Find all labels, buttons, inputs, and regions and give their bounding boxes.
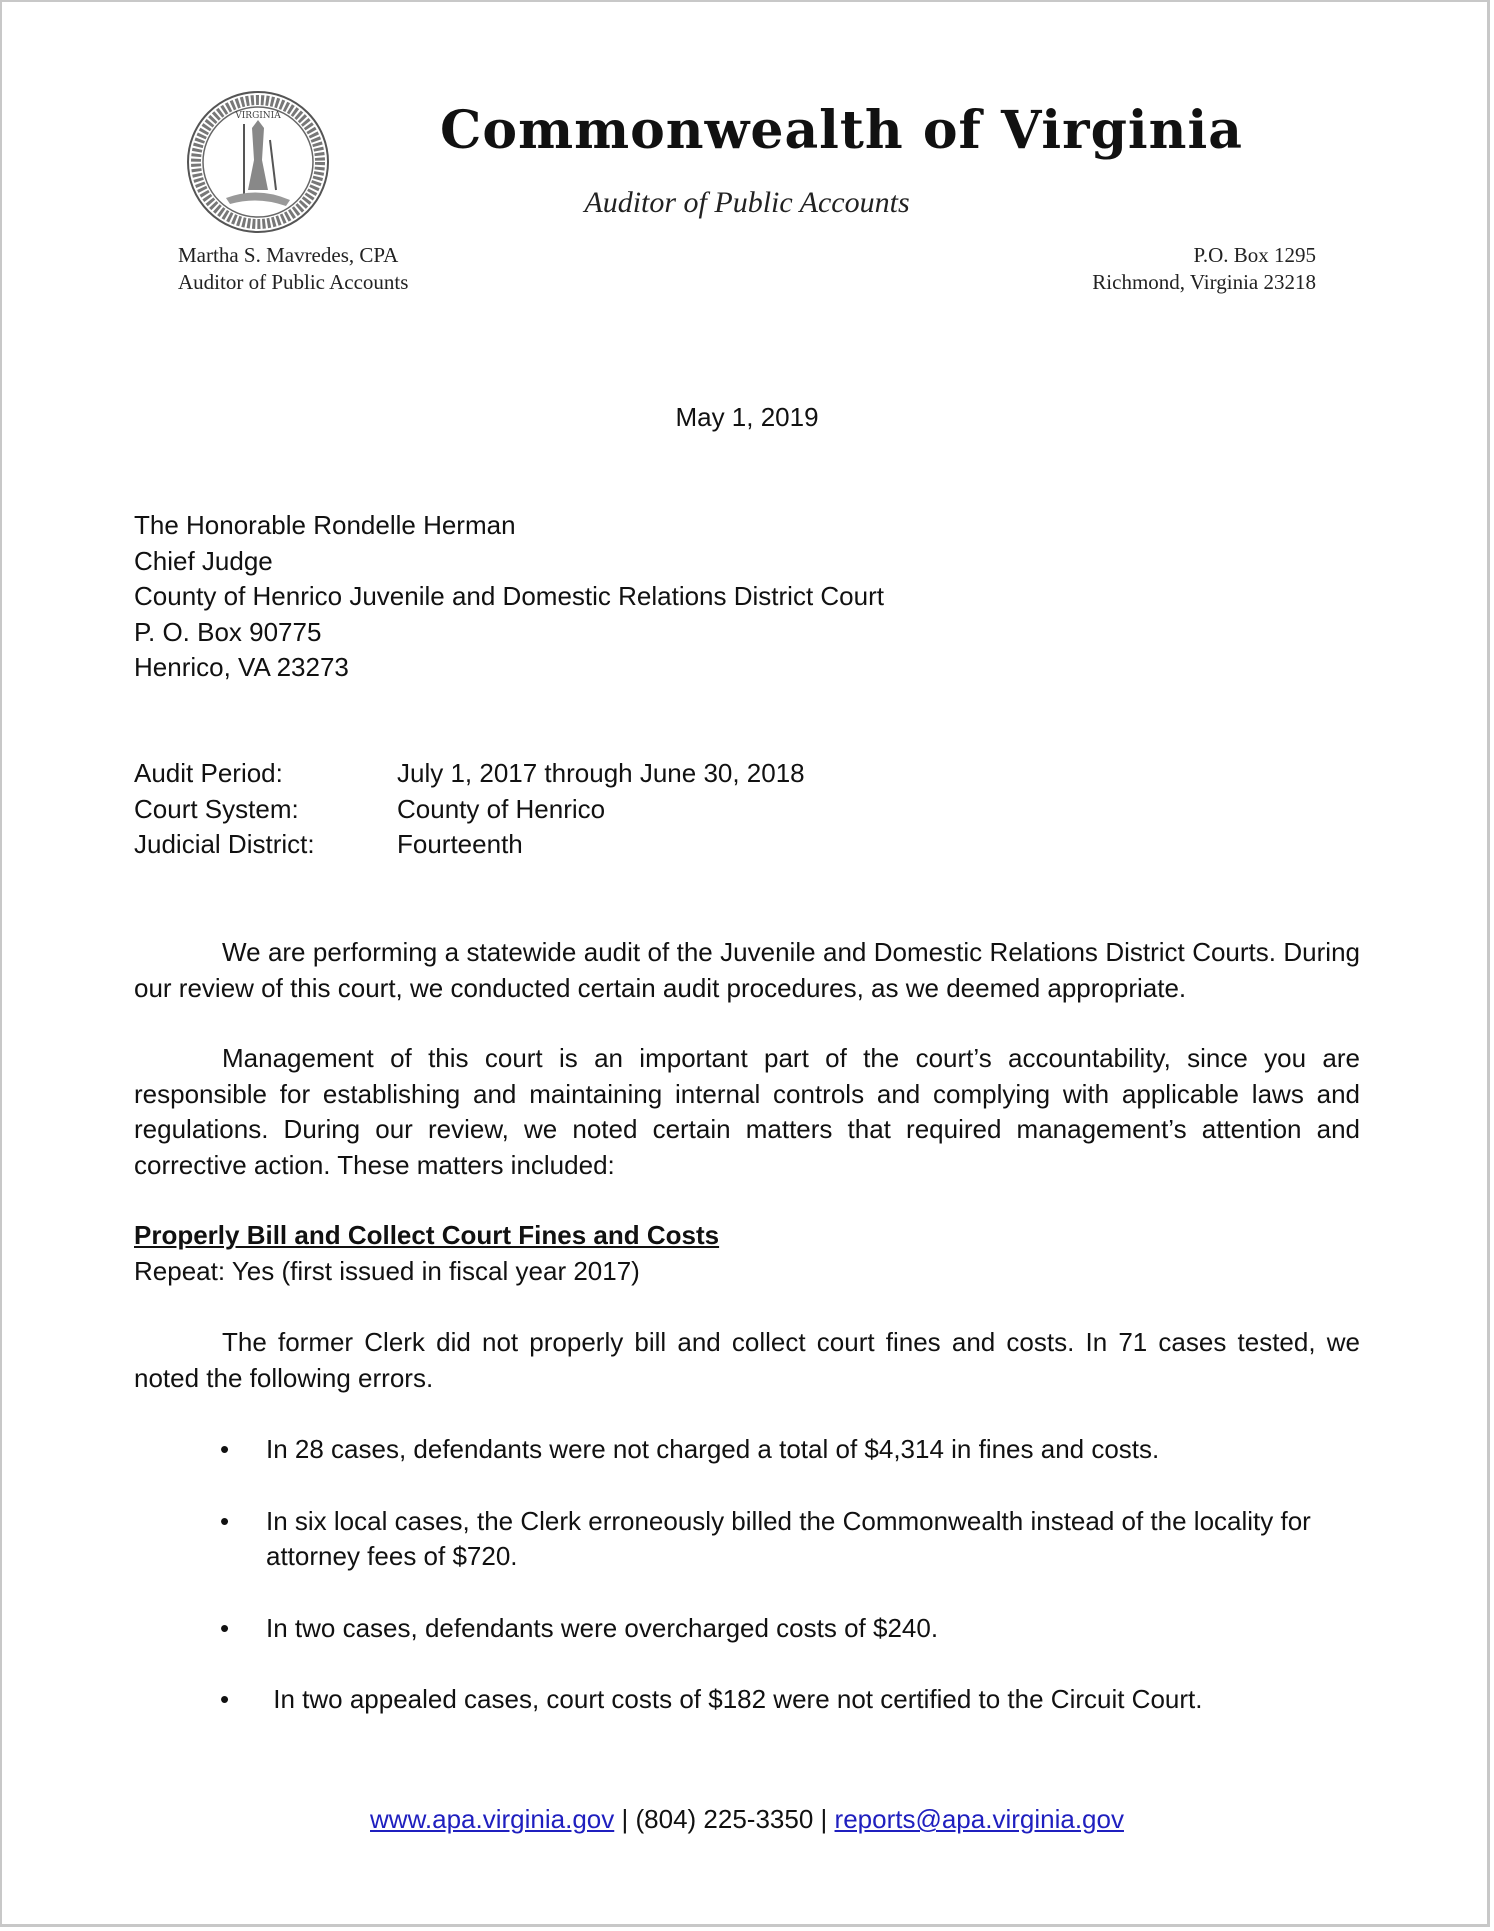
intro-text: We are performing a statewide audit of the Juvenile and Domestic Relations District Courts. During our review of this court, we conducted certain audit procedures, as we deemed appropriate. <box>134 937 1360 1003</box>
error-text: In 28 cases, defendants were not charged a total of $4,314 in fines and costs. <box>266 1434 1160 1464</box>
list-item <box>220 1611 1360 1647</box>
recipient-title: Chief Judge <box>134 545 273 576</box>
office-address-block <box>1092 242 1316 296</box>
list-item <box>220 1504 1360 1575</box>
virginia-seal-icon <box>186 90 330 234</box>
office-po-box: P.O. Box 1295 <box>1193 243 1316 267</box>
letter-date: May 1, 2019 <box>675 402 819 432</box>
finding-heading: Properly Bill and Collect Court Fines and Costs <box>134 1220 720 1250</box>
management-paragraph <box>134 1041 1360 1183</box>
error-text: In two appealed cases, court costs of $182 were not certified to the Circuit Court. <box>266 1684 1203 1714</box>
footer-separator: | <box>820 1804 828 1834</box>
bullet-icon: • <box>220 1612 230 1643</box>
error-text: In six local cases, the Clerk erroneously billed the Commonwealth instead of the locality for attorney fees of $720. <box>266 1505 1311 1571</box>
footer-separator: | <box>621 1804 629 1834</box>
recipient-name: The Honorable Rondelle Herman <box>134 510 516 540</box>
bullet-icon: • <box>220 1434 230 1464</box>
svg-text:VIRGINIA: VIRGINIA <box>235 111 281 121</box>
management-text: Management of this court is an important part of the court’s accountability, since you are responsible for establishing and maintaining internal controls and complying with applicable laws and regulations. During our review, we noted certain matters that required management’s attention and corrective action. These matters included: <box>134 1043 1360 1180</box>
finding-description <box>134 1325 1360 1396</box>
court-system-value: County of Henrico <box>397 793 606 824</box>
list-item <box>220 1682 1360 1718</box>
finding-repeat-status: Repeat: Yes (first issued in fiscal year 2017) <box>134 1256 640 1286</box>
audit-info-block <box>134 756 805 863</box>
footer-phone: (804) 225-3350 <box>635 1804 814 1834</box>
finding-description-text: The former Clerk did not properly bill and collect court fines and costs. In 71 cases tested, we noted the following errors. <box>134 1327 1360 1393</box>
bullet-icon: • <box>220 1684 230 1714</box>
judicial-district-value: Fourteenth <box>397 829 523 859</box>
judicial-district-row <box>134 827 805 863</box>
recipient-court: County of Henrico Juvenile and Domestic Relations District Court <box>134 581 884 611</box>
auditor-name: Martha S. Mavredes, CPA <box>178 243 399 267</box>
error-list <box>220 1432 1360 1754</box>
audit-period-label: Audit Period: <box>134 758 283 788</box>
judicial-district-label: Judicial District: <box>134 829 315 859</box>
page-footer <box>0 1804 1494 1835</box>
letterhead-subtitle: Auditor of Public Accounts <box>584 186 910 219</box>
recipient-city: Henrico, VA 23273 <box>134 652 349 682</box>
audit-period-row <box>134 756 805 792</box>
intro-paragraph <box>134 935 1360 1006</box>
court-system-label: Court System: <box>134 793 299 824</box>
office-city: Richmond, Virginia 23218 <box>1092 270 1316 294</box>
auditor-name-block <box>178 242 408 296</box>
audit-period-value: July 1, 2017 through June 30, 2018 <box>397 758 805 788</box>
recipient-po-box: P. O. Box 90775 <box>134 616 322 647</box>
error-text: In two cases, defendants were overcharged costs of $240. <box>266 1612 939 1643</box>
email-link[interactable]: reports@apa.virginia.gov <box>834 1804 1124 1834</box>
bullet-icon: • <box>220 1505 230 1536</box>
letterhead-title: Commonwealth of Virginia <box>440 100 1243 161</box>
recipient-block <box>134 508 884 686</box>
list-item <box>220 1432 1360 1468</box>
court-system-row <box>134 792 805 828</box>
auditor-title: Auditor of Public Accounts <box>178 270 409 294</box>
website-link[interactable]: www.apa.virginia.gov <box>370 1804 615 1834</box>
